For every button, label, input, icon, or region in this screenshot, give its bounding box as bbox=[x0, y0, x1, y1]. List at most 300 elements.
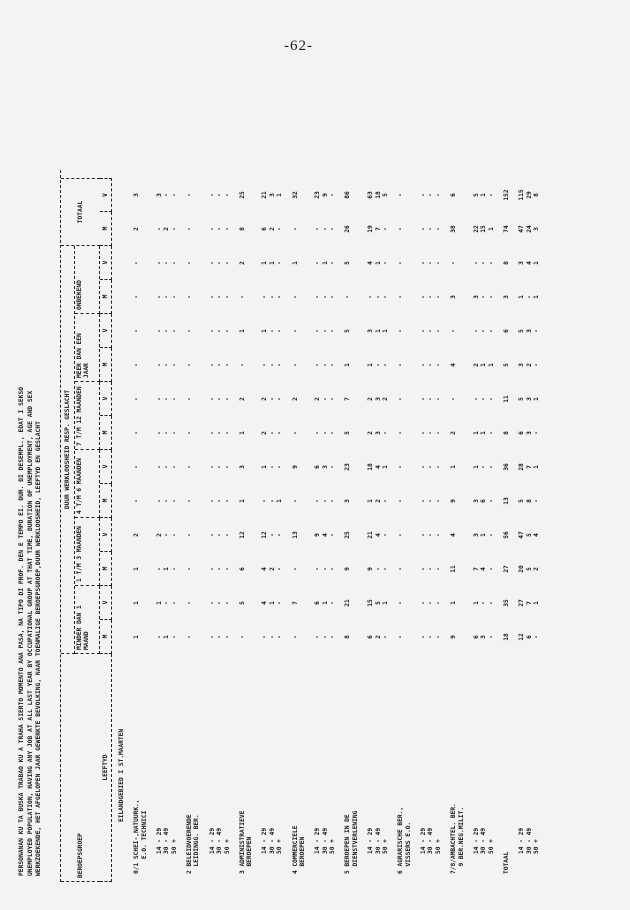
cell-value: - bbox=[321, 363, 329, 367]
cell-value: - bbox=[291, 363, 299, 367]
cell-value: - bbox=[419, 329, 427, 333]
cell-value: - bbox=[185, 567, 193, 571]
row-label: E.O. TECHNICI bbox=[140, 810, 148, 874]
cell-value: - bbox=[382, 533, 390, 537]
row-label: 30 - 49 bbox=[525, 827, 533, 854]
cell-value: 3 bbox=[472, 533, 480, 537]
cell-value: 1 bbox=[133, 567, 141, 571]
cell-value: - bbox=[170, 363, 178, 367]
cell-value: 1 bbox=[533, 465, 541, 469]
cell-value: 3 bbox=[374, 431, 382, 435]
cell-value: - bbox=[329, 261, 337, 265]
cell-value: - bbox=[314, 431, 322, 435]
header-sex-m: M bbox=[100, 620, 112, 654]
cell-value: - bbox=[419, 261, 427, 265]
cell-value: - bbox=[329, 295, 337, 299]
cell-value: - bbox=[329, 601, 337, 605]
cell-value: 3 bbox=[238, 465, 246, 469]
cell-value: 7 bbox=[472, 567, 480, 571]
cell-value: - bbox=[208, 499, 216, 503]
row-label: 30 - 49 bbox=[163, 827, 171, 854]
cell-value: - bbox=[223, 499, 231, 503]
row-label: 30 - 49 bbox=[480, 827, 488, 854]
cell-value: - bbox=[276, 295, 284, 299]
cell-value: - bbox=[208, 397, 216, 401]
spacer-row bbox=[390, 170, 398, 882]
cell-value: 3 bbox=[480, 635, 488, 639]
cell-value: - bbox=[170, 261, 178, 265]
cell-value: - bbox=[276, 601, 284, 605]
cell-value: - bbox=[268, 533, 276, 537]
cell-value: 6 bbox=[480, 499, 488, 503]
cell-value: - bbox=[216, 567, 224, 571]
cell-value: - bbox=[268, 431, 276, 435]
cell-value: 28 bbox=[517, 463, 525, 471]
cell-value: 1 bbox=[261, 261, 269, 265]
row-label: 2 BELEIDVOERENDE bbox=[185, 814, 193, 874]
cell-value: 1 bbox=[450, 465, 458, 469]
cell-value: - bbox=[397, 533, 405, 537]
cell-value: - bbox=[434, 567, 442, 571]
cell-value: 8 bbox=[533, 193, 541, 197]
cell-value: - bbox=[382, 431, 390, 435]
cell-value: - bbox=[329, 499, 337, 503]
cell-value: - bbox=[487, 499, 495, 503]
cell-value: - bbox=[261, 363, 269, 367]
cell-value: - bbox=[155, 329, 163, 333]
cell-value: - bbox=[208, 431, 216, 435]
row-label: 4 COMMERCIELE bbox=[291, 825, 299, 874]
cell-value: - bbox=[208, 193, 216, 197]
cell-value: - bbox=[133, 295, 141, 299]
cell-value: - bbox=[480, 601, 488, 605]
cell-value: - bbox=[374, 567, 382, 571]
cell-value: 1 bbox=[268, 261, 276, 265]
header-duration-category: MINDER DAN 1 MAAND bbox=[75, 586, 100, 654]
cell-value: - bbox=[397, 635, 405, 639]
row-label: 14 - 29 bbox=[208, 827, 216, 854]
cell-value: 7 bbox=[344, 397, 352, 401]
age-row bbox=[216, 170, 224, 882]
cell-value: - bbox=[434, 193, 442, 197]
cell-value: - bbox=[276, 431, 284, 435]
cell-value: 2 bbox=[261, 397, 269, 401]
cell-value: 1 bbox=[163, 567, 171, 571]
cell-value: - bbox=[291, 329, 299, 333]
row-label: 7/8/AMBACHTEL. BER. bbox=[450, 803, 458, 874]
cell-value: 1 bbox=[276, 193, 284, 197]
cell-value: 9 bbox=[321, 193, 329, 197]
age-row bbox=[435, 170, 443, 882]
cell-value: - bbox=[133, 499, 141, 503]
age-row bbox=[427, 170, 435, 882]
cell-value: - bbox=[185, 533, 193, 537]
cell-value: 3 bbox=[367, 329, 375, 333]
cell-value: - bbox=[427, 227, 435, 231]
cell-value: - bbox=[427, 499, 435, 503]
cell-value: - bbox=[216, 193, 224, 197]
cell-value: 1 bbox=[382, 601, 390, 605]
header-sex-m: M bbox=[100, 212, 112, 246]
cell-value: - bbox=[238, 363, 246, 367]
cell-value: 15 bbox=[367, 599, 375, 607]
header-sex-v: V bbox=[100, 450, 112, 484]
cell-value: - bbox=[133, 431, 141, 435]
cell-value: 13 bbox=[291, 531, 299, 539]
cell-value: - bbox=[163, 193, 171, 197]
cell-value: 1 bbox=[517, 295, 525, 299]
cell-value: 9 bbox=[450, 635, 458, 639]
cell-value: - bbox=[208, 295, 216, 299]
cell-value: 63 bbox=[367, 191, 375, 199]
cell-value: - bbox=[223, 431, 231, 435]
cell-value: - bbox=[163, 499, 171, 503]
header-occupation-group: BEROEPSGROEP bbox=[61, 654, 100, 882]
cell-value: 1 bbox=[261, 329, 269, 333]
cell-value: - bbox=[427, 533, 435, 537]
row-label: 14 - 29 bbox=[472, 827, 480, 854]
cell-value: - bbox=[276, 567, 284, 571]
age-row bbox=[261, 170, 269, 882]
spacer-row bbox=[254, 170, 262, 882]
cell-value: - bbox=[208, 227, 216, 231]
cell-value: 21 bbox=[261, 191, 269, 199]
cell-value: - bbox=[223, 465, 231, 469]
cell-value: 5 bbox=[517, 499, 525, 503]
cell-value: - bbox=[533, 635, 541, 639]
cell-value: - bbox=[480, 465, 488, 469]
cell-value: 2 bbox=[238, 397, 246, 401]
cell-value: - bbox=[374, 295, 382, 299]
cell-value: - bbox=[268, 499, 276, 503]
cell-value: 1 bbox=[261, 465, 269, 469]
cell-value: - bbox=[216, 465, 224, 469]
cell-value: 15 bbox=[480, 225, 488, 233]
cell-value: 21 bbox=[367, 531, 375, 539]
cell-value: - bbox=[223, 567, 231, 571]
age-row bbox=[420, 170, 428, 882]
cell-value: 22 bbox=[472, 225, 480, 233]
spacer-row bbox=[412, 170, 420, 882]
cell-value: 1 bbox=[155, 601, 163, 605]
cell-value: 1 bbox=[291, 261, 299, 265]
cell-value: - bbox=[419, 397, 427, 401]
spacer-row bbox=[231, 170, 239, 882]
cell-value: - bbox=[163, 601, 171, 605]
cell-value: 5 bbox=[472, 193, 480, 197]
title-line-english: UNEMPLOYED POPULATION, HAVING ANY JOB AT ALL LAST YEAR BY OCCUPATIONAL GROUP AT THAT TIME, DURATION OF UNEMPLOYMENT, AGE AND SEX bbox=[26, 390, 34, 876]
cell-value: 1 bbox=[382, 465, 390, 469]
cell-value: - bbox=[276, 261, 284, 265]
cell-value: 12 bbox=[517, 633, 525, 641]
cell-value: - bbox=[216, 363, 224, 367]
group-row bbox=[299, 170, 307, 882]
cell-value: 1 bbox=[487, 227, 495, 231]
cell-value: - bbox=[329, 193, 337, 197]
cell-value: 2 bbox=[238, 261, 246, 265]
cell-value: - bbox=[344, 295, 352, 299]
cell-value: - bbox=[397, 397, 405, 401]
cell-value: - bbox=[314, 363, 322, 367]
cell-value: - bbox=[314, 635, 322, 639]
cell-value: - bbox=[329, 329, 337, 333]
cell-value: 3 bbox=[268, 193, 276, 197]
cell-value: 6 bbox=[450, 193, 458, 197]
cell-value: - bbox=[533, 363, 541, 367]
cell-value: 4 bbox=[374, 465, 382, 469]
cell-value: - bbox=[170, 193, 178, 197]
cell-value: - bbox=[155, 431, 163, 435]
cell-value: 1 bbox=[238, 499, 246, 503]
cell-value: - bbox=[216, 635, 224, 639]
row-label: 9 BER.NEG.MILIT. bbox=[457, 806, 465, 874]
cell-value: 5 bbox=[374, 601, 382, 605]
cell-value: - bbox=[329, 397, 337, 401]
cell-value: 4 bbox=[261, 601, 269, 605]
cell-value: - bbox=[208, 533, 216, 537]
cell-value: 4 bbox=[374, 533, 382, 537]
cell-value: 3 bbox=[525, 431, 533, 435]
cell-value: 7 bbox=[525, 465, 533, 469]
cell-value: - bbox=[268, 635, 276, 639]
cell-value: - bbox=[216, 397, 224, 401]
cell-value: 2 bbox=[314, 397, 322, 401]
header-age: LEEFTYD bbox=[100, 654, 112, 882]
cell-value: 1 bbox=[480, 193, 488, 197]
cell-value: 11 bbox=[450, 565, 458, 573]
cell-value: 4 bbox=[321, 533, 329, 537]
cell-value: 9 bbox=[450, 499, 458, 503]
cell-value: 7 bbox=[291, 601, 299, 605]
cell-value: - bbox=[427, 567, 435, 571]
cell-value: 5 bbox=[525, 533, 533, 537]
cell-value: - bbox=[382, 363, 390, 367]
cell-value: 1 bbox=[533, 295, 541, 299]
cell-value: - bbox=[133, 329, 141, 333]
cell-value: - bbox=[427, 601, 435, 605]
cell-value: - bbox=[434, 635, 442, 639]
cell-value: - bbox=[276, 397, 284, 401]
cell-value: 26 bbox=[344, 225, 352, 233]
cell-value: - bbox=[276, 329, 284, 333]
cell-value: 4 bbox=[450, 363, 458, 367]
header-sex-m: M bbox=[100, 416, 112, 450]
cell-value: 3 bbox=[525, 329, 533, 333]
cell-value: 2 bbox=[268, 227, 276, 231]
cell-value: 5 bbox=[525, 567, 533, 571]
cell-value: 1 bbox=[382, 329, 390, 333]
age-row bbox=[156, 170, 164, 882]
row-label: 50 + bbox=[382, 839, 390, 854]
age-row bbox=[224, 170, 232, 882]
cell-value: - bbox=[261, 635, 269, 639]
header-duration-category: ONBEKEND bbox=[75, 246, 100, 314]
cell-value: - bbox=[434, 295, 442, 299]
cell-value: 1 bbox=[533, 261, 541, 265]
cell-value: - bbox=[419, 499, 427, 503]
cell-value: 8 bbox=[344, 635, 352, 639]
cell-value: 5 bbox=[502, 363, 510, 367]
cell-value: - bbox=[382, 635, 390, 639]
cell-value: 8 bbox=[502, 261, 510, 265]
age-row bbox=[526, 170, 534, 882]
cell-value: - bbox=[223, 329, 231, 333]
cell-value: 1 bbox=[533, 397, 541, 401]
age-row bbox=[533, 170, 541, 882]
cell-value: - bbox=[374, 363, 382, 367]
cell-value: - bbox=[382, 261, 390, 265]
cell-value: 2 bbox=[374, 499, 382, 503]
row-label: 50 + bbox=[223, 839, 231, 854]
age-row bbox=[382, 170, 390, 882]
cell-value: - bbox=[185, 635, 193, 639]
cell-value: 3 bbox=[344, 499, 352, 503]
cell-value: 3 bbox=[450, 295, 458, 299]
cell-value: - bbox=[155, 465, 163, 469]
row-label: 14 - 29 bbox=[367, 827, 375, 854]
cell-value: 3 bbox=[321, 465, 329, 469]
cell-value: 2 bbox=[291, 397, 299, 401]
cell-value: - bbox=[163, 261, 171, 265]
cell-value: 1 bbox=[268, 601, 276, 605]
cell-value: 3 bbox=[533, 227, 541, 231]
cell-value: 1 bbox=[472, 601, 480, 605]
cell-value: - bbox=[223, 363, 231, 367]
cell-value: 9 bbox=[291, 465, 299, 469]
cell-value: - bbox=[223, 601, 231, 605]
cell-value: - bbox=[397, 465, 405, 469]
cell-value: - bbox=[170, 635, 178, 639]
cell-value: - bbox=[419, 567, 427, 571]
row-label: 30 - 49 bbox=[427, 827, 435, 854]
spacer-row bbox=[510, 170, 518, 882]
group-row bbox=[397, 170, 405, 882]
cell-value: - bbox=[155, 363, 163, 367]
cell-value: - bbox=[170, 533, 178, 537]
cell-value: 1 bbox=[321, 261, 329, 265]
cell-value: - bbox=[434, 363, 442, 367]
cell-value: 7 bbox=[374, 227, 382, 231]
cell-value: 4 bbox=[525, 261, 533, 265]
table-header bbox=[60, 170, 112, 882]
row-label: 5 BEROEPEN IN DE bbox=[344, 814, 352, 874]
cell-value: 8 bbox=[525, 499, 533, 503]
cell-value: - bbox=[170, 499, 178, 503]
group-row bbox=[246, 170, 254, 882]
cell-value: - bbox=[533, 329, 541, 333]
cell-value: 6 bbox=[367, 635, 375, 639]
cell-value: - bbox=[397, 227, 405, 231]
cell-value: - bbox=[216, 295, 224, 299]
spacer-row bbox=[360, 170, 368, 882]
cell-value: 38 bbox=[450, 225, 458, 233]
cell-value: - bbox=[525, 295, 533, 299]
cell-value: 9 bbox=[367, 567, 375, 571]
cell-value: - bbox=[487, 567, 495, 571]
row-label: 50 + bbox=[434, 839, 442, 854]
cell-value: 12 bbox=[238, 531, 246, 539]
cell-value: - bbox=[155, 567, 163, 571]
age-row bbox=[322, 170, 330, 882]
cell-value: - bbox=[427, 193, 435, 197]
cell-value: - bbox=[487, 295, 495, 299]
cell-value: - bbox=[397, 193, 405, 197]
group-row bbox=[186, 170, 194, 882]
cell-value: - bbox=[291, 635, 299, 639]
cell-value: 29 bbox=[525, 191, 533, 199]
cell-value: 115 bbox=[517, 189, 525, 201]
cell-value: 1 bbox=[163, 635, 171, 639]
table-title bbox=[18, 142, 44, 882]
cell-value: - bbox=[276, 635, 284, 639]
cell-value: 1 bbox=[472, 431, 480, 435]
cell-value: - bbox=[427, 431, 435, 435]
age-row bbox=[480, 170, 488, 882]
cell-value: - bbox=[427, 261, 435, 265]
group-row bbox=[503, 170, 511, 882]
header-duration-category: 4 T/M 6 MAANDEN bbox=[75, 450, 100, 518]
cell-value: 8 bbox=[238, 227, 246, 231]
page-number: -62- bbox=[284, 38, 313, 54]
cell-value: - bbox=[208, 465, 216, 469]
header-sex-v: V bbox=[100, 382, 112, 416]
cell-value: - bbox=[208, 363, 216, 367]
cell-value: - bbox=[487, 431, 495, 435]
spacer-row bbox=[178, 170, 186, 882]
header-duration-category: MEER DAN EEN JAAR bbox=[75, 314, 100, 382]
cell-value: 9 bbox=[314, 533, 322, 537]
cell-value: 4 bbox=[533, 533, 541, 537]
cell-value: 25 bbox=[238, 191, 246, 199]
row-label: 14 - 29 bbox=[261, 827, 269, 854]
cell-value: 18 bbox=[367, 463, 375, 471]
unemployment-table bbox=[60, 170, 541, 882]
cell-value: - bbox=[434, 499, 442, 503]
cell-value: - bbox=[382, 499, 390, 503]
row-label: 14 - 29 bbox=[419, 827, 427, 854]
cell-value: 4 bbox=[367, 261, 375, 265]
cell-value: 2 bbox=[450, 431, 458, 435]
row-label: DIENSTVERLENING bbox=[351, 810, 359, 874]
cell-value: - bbox=[216, 227, 224, 231]
rotated-table-page bbox=[18, 142, 568, 882]
cell-value: 13 bbox=[502, 497, 510, 505]
cell-value: - bbox=[185, 431, 193, 435]
cell-value: - bbox=[397, 295, 405, 299]
row-label: 50 + bbox=[276, 839, 284, 854]
header-duration-category: 7 T/M 12 MAANDEN bbox=[75, 382, 100, 450]
cell-value: 3 bbox=[155, 193, 163, 197]
cell-value: - bbox=[133, 261, 141, 265]
cell-value: - bbox=[238, 635, 246, 639]
row-label: 50 + bbox=[329, 839, 337, 854]
cell-value: 3 bbox=[525, 397, 533, 401]
cell-value: 3 bbox=[374, 397, 382, 401]
cell-value: - bbox=[434, 465, 442, 469]
cell-value: - bbox=[427, 635, 435, 639]
cell-value: 1 bbox=[344, 363, 352, 367]
cell-value: - bbox=[185, 329, 193, 333]
cell-value: - bbox=[185, 499, 193, 503]
cell-value: - bbox=[133, 363, 141, 367]
cell-value: - bbox=[223, 193, 231, 197]
cell-value: - bbox=[314, 499, 322, 503]
cell-value: - bbox=[487, 261, 495, 265]
cell-value: - bbox=[268, 329, 276, 333]
cell-value: - bbox=[155, 397, 163, 401]
cell-value: - bbox=[208, 635, 216, 639]
spacer-row bbox=[148, 170, 156, 882]
